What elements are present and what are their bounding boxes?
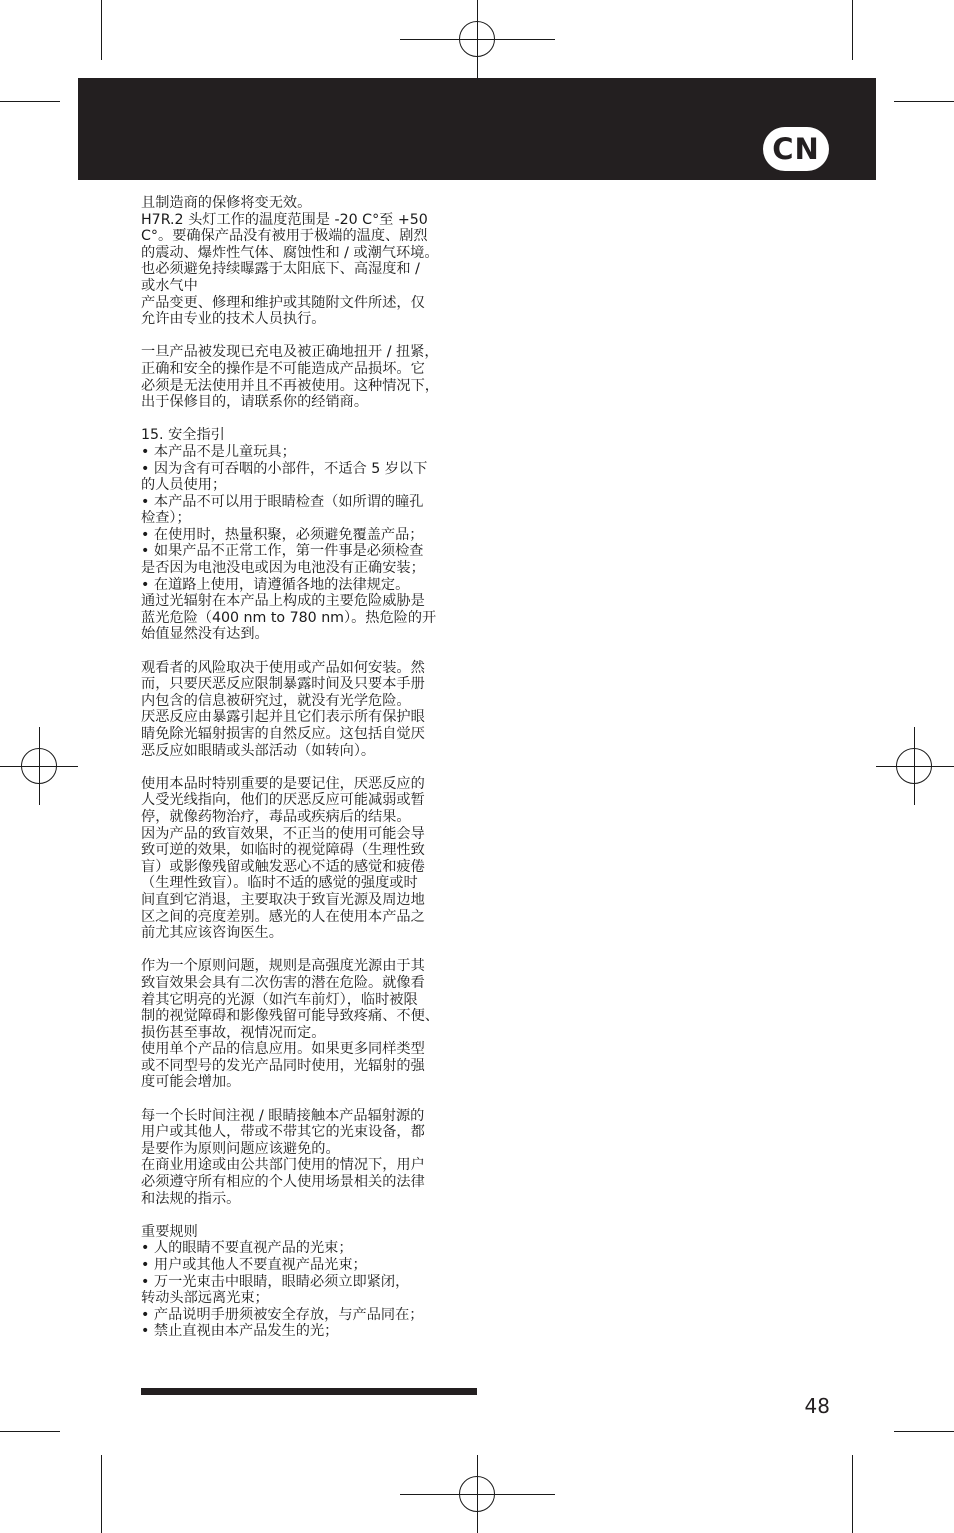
- language-badge: CN: [763, 127, 829, 171]
- text-line: 允许由专业的技术人员执行。: [141, 311, 326, 328]
- text-line: 而，只要厌恶反应限制暴露时间及只要本手册: [141, 676, 425, 693]
- text-line: • 禁止直视由本产品发生的光；: [141, 1323, 339, 1340]
- text-line: 损伤甚至事故，视情况而定。: [141, 1024, 326, 1041]
- crop-mark-top-left-horizontal: [0, 101, 60, 102]
- text-line: • 本产品不可以用于眼睛检查（如所谓的瞳孔: [141, 493, 424, 510]
- text-line: 必须是无法使用并且不再被使用。这种情况下，: [141, 377, 439, 394]
- text-line: 致可逆的效果，如临时的视觉障碍（生理性致: [141, 842, 425, 859]
- text-line: C°。要确保产品没有被用于极端的温度、剧烈: [141, 228, 428, 245]
- header-band: [78, 78, 876, 180]
- text-line: 停，就像药物治疗，毒品或疾病后的结果。: [141, 808, 411, 825]
- text-line: 在商业用途或由公共部门使用的情况下，用户: [141, 1157, 425, 1174]
- crop-mark-top-right-vertical: [852, 0, 853, 60]
- text-line: 内包含的信息被研究过，就没有光学危险。: [141, 692, 411, 709]
- text-line: 始值显然没有达到。: [141, 626, 269, 643]
- text-line: • 万一光束击中眼睛，眼睛必须立即紧闭，: [141, 1273, 410, 1290]
- text-line: 正确和安全的操作是不可能造成产品损坏。它: [141, 360, 425, 377]
- paragraph: [141, 195, 486, 328]
- text-line: 间直到它消退，主要取决于致盲光源及周边地: [141, 891, 425, 908]
- paragraph: [141, 1224, 486, 1340]
- text-line: 和法规的指示。: [141, 1190, 241, 1207]
- text-line: 也必须避免持续曝露于太阳底下、高湿度和 /: [141, 261, 420, 278]
- crop-mark-bottom-right-vertical: [852, 1455, 853, 1533]
- text-line: 产品变更、修理和维护或其随附文件所述，仅: [141, 294, 425, 311]
- crop-mark-bottom-left-horizontal: [0, 1431, 60, 1432]
- text-line: 的震动、爆炸性气体、腐蚀性和 / 或潮气环境。: [141, 244, 439, 261]
- text-line: 或水气中: [141, 277, 198, 294]
- text-line: 15. 安全指引: [141, 427, 225, 444]
- crop-mark-top-right-horizontal: [894, 101, 954, 102]
- text-line: 每一个长时间注视 / 眼睛接触本产品辐射源的: [141, 1107, 425, 1124]
- text-line: 着其它明亮的光源（如汽车前灯），临时被限: [141, 991, 418, 1008]
- text-line: （生理性致盲）。临时不适的感觉的强度或时: [141, 875, 418, 892]
- paragraph: [141, 427, 486, 643]
- text-line: 或不同型号的发光产品同时使用，光辐射的强: [141, 1057, 425, 1074]
- text-line: 通过光辐射在本产品上构成的主要危险威胁是: [141, 593, 425, 610]
- text-line: 检查）；: [141, 510, 191, 527]
- text-line: 恶反应如眼睛或头部活动（如转向）。: [141, 742, 376, 759]
- paragraph: [141, 660, 486, 760]
- text-line: 致盲效果会具有二次伤害的潜在危险。就像看: [141, 974, 425, 991]
- text-line: 厌恶反应由暴露引起并且它们表示所有保护眼: [141, 709, 425, 726]
- text-line: 且制造商的保修将变无效。: [141, 195, 312, 211]
- text-line: 度可能会增加。: [141, 1074, 241, 1091]
- paragraph: [141, 344, 486, 410]
- text-line: 转动头部远离光束；: [141, 1290, 269, 1307]
- footer-rule: [141, 1388, 477, 1395]
- crop-mark-bottom-right-horizontal: [894, 1431, 954, 1432]
- text-line: • 用户或其他人不要直视产品光束；: [141, 1257, 367, 1273]
- document-body: [141, 195, 486, 1357]
- text-line: 使用本品时特别重要的是要记住，厌恶反应的: [141, 775, 425, 792]
- crop-mark-bottom-left-vertical: [101, 1455, 102, 1533]
- text-line: 是要作为原则问题应该避免的。: [141, 1140, 340, 1157]
- text-line: 区之间的亮度差别。感光的人在使用本产品之: [141, 908, 425, 925]
- text-line: 必须遵守所有相应的个人使用场景相关的法律: [141, 1174, 425, 1191]
- text-line: • 如果产品不正常工作，第一件事是必须检查: [141, 543, 424, 560]
- text-line: 蓝光危险（400 nm to 780 nm）。热危险的开: [141, 609, 437, 626]
- text-line: 是否因为电池没电或因为电池没有正确安装；: [141, 560, 425, 577]
- text-line: 因为产品的致盲效果，不正当的使用可能会导: [141, 825, 425, 842]
- text-line: • 因为含有可吞咽的小部件，不适合 5 岁以下: [141, 460, 428, 477]
- text-line: 的人员使用；: [141, 477, 227, 494]
- text-line: • 在道路上使用，请遵循各地的法律规定。: [141, 576, 410, 593]
- text-line: 人受光线指向，他们的厌恶反应可能减弱或暂: [141, 792, 425, 809]
- text-line: • 在使用时，热量积聚，必须避免覆盖产品；: [141, 526, 424, 543]
- crop-mark-top-left-vertical: [101, 0, 102, 60]
- text-line: H7R.2 头灯工作的温度范围是 -20 C°至 +50: [141, 211, 428, 228]
- paragraph: [141, 1108, 486, 1208]
- text-line: 作为一个原则问题，规则是高强度光源由于其: [141, 958, 425, 975]
- text-line: • 本产品不是儿童玩具；: [141, 443, 296, 460]
- text-line: 用户或其他人，带或不带其它的光束设备，都: [141, 1124, 425, 1141]
- text-line: 睛免除光辐射损害的自然反应。这包括自觉厌: [141, 726, 425, 742]
- page-number: 48: [804, 1394, 830, 1418]
- text-line: 制的视觉障碍和影像残留可能导致疼痛、不便、: [141, 1008, 439, 1025]
- text-line: 重要规则: [141, 1223, 198, 1240]
- text-line: • 人的眼睛不要直视产品的光束；: [141, 1240, 353, 1257]
- paragraph: [141, 776, 486, 942]
- text-line: 出于保修目的，请联系你的经销商。: [141, 394, 369, 411]
- text-line: 使用单个产品的信息应用。如果更多同样类型: [141, 1041, 425, 1058]
- text-line: 盲）或影像残留或触发恶心不适的感觉和疲倦: [141, 858, 425, 875]
- paragraph: [141, 958, 486, 1091]
- text-line: 一旦产品被发现已充电及被正确地扭开 / 扭紧，: [141, 344, 439, 361]
- text-line: 前尤其应该咨询医生。: [141, 925, 283, 942]
- text-line: • 产品说明手册须被安全存放，与产品同在；: [141, 1306, 424, 1323]
- text-line: 观看者的风险取决于使用或产品如何安装。然: [141, 659, 425, 676]
